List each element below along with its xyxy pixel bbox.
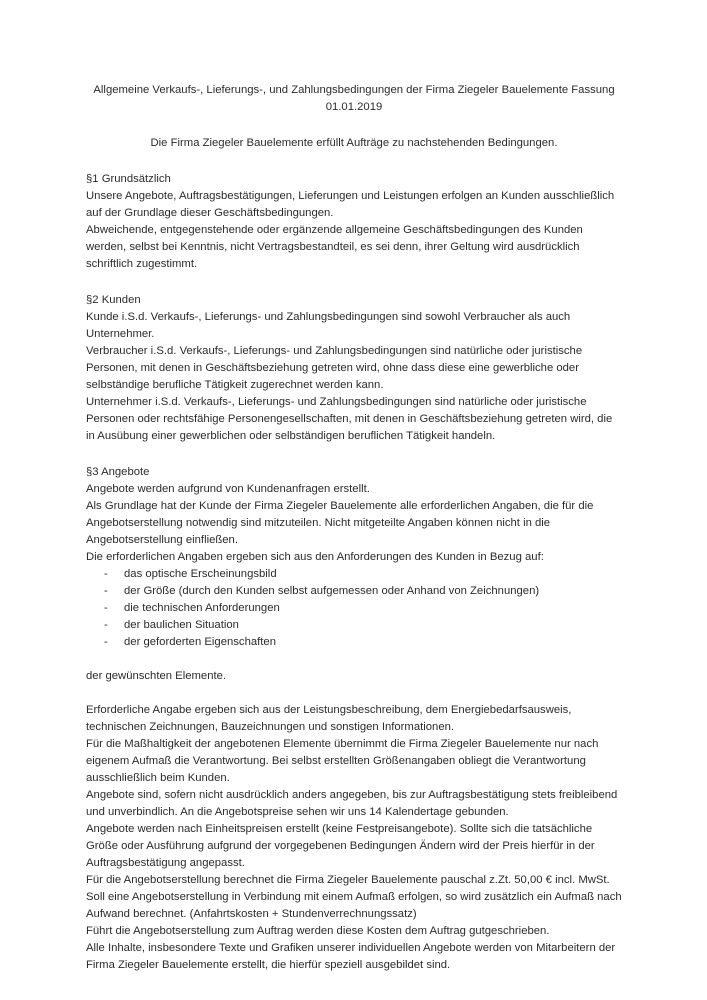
closing-paragraph: Alle Inhalte, insbesondere Texte und Grafiken unserer individuellen Angebote werden von Mitarbeitern der Firma Ziegeler Bauelemente erstellt, die hierfür speziell ausgebildet sind. <box>86 942 616 971</box>
dash-bullet-icon: - <box>104 602 108 614</box>
section-3-heading: §3 Angebote <box>86 466 150 478</box>
section-3-trailing-paragraph-4: Angebote werden nach Einheitspreisen erstellt (keine Festpreisangebote). Sollte sich die tatsächliche Größe oder Ausführung aufgrund der vorgegebenen Bedingungen Ändern wird der Preis hierfür in der Auftragsbestätigung angepasst. <box>86 823 595 869</box>
requirements-list <box>86 566 622 651</box>
section-3-trailing-paragraph-1: Erforderliche Angabe ergeben sich aus der Leistungsbeschreibung, dem Energiebedarfsausweis, technischen Zeichnungen, Bauzeichnungen und sonstigen Informationen. <box>86 704 572 733</box>
section-2-paragraph-2: Verbraucher i.S.d. Verkaufs-, Lieferungs- und Zahlungsbedingungen sind natürliche oder juristische Personen, mit denen in Geschäftsbeziehung getreten wird, ohne dass diese eine gewerbliche oder selbständige berufliche Tätigkeit zugerechnet werden kann. <box>86 345 583 391</box>
list-item <box>86 634 622 651</box>
document-subtitle: Die Firma Ziegeler Bauelemente erfüllt Aufträge zu nachstehenden Bedingungen. <box>150 137 558 149</box>
section-2-paragraph-3: Unternehmer i.S.d. Verkaufs-, Lieferungs- und Zahlungsbedingungen sind natürliche oder juristische Personen oder rechtsfähige Personengesellschaften, mit denen in Geschäftsbeziehung getreten wird, die in Ausübung einer gewerblichen oder selbständigen beruflichen Tätigkeit handeln. <box>86 396 613 442</box>
section-1 <box>86 171 622 273</box>
list-item <box>86 583 622 600</box>
fee-paragraph-line-1: Für die Angebotserstellung berechnet die Firma Ziegeler Bauelemente pauschal z.Zt. 50,00 € incl. MwSt. <box>86 874 610 886</box>
section-1-paragraph-1: Unsere Angebote, Auftragsbestätigungen, Lieferungen und Leistungen erfolgen an Kunden ausschließlich auf der Grundlage dieser Geschäftsbedingungen. <box>86 190 615 219</box>
section-3-paragraph-1: Angebote werden aufgrund von Kundenanfragen erstellt. <box>86 483 370 495</box>
document-title <box>86 82 622 116</box>
list-item-label: der baulichen Situation <box>124 619 239 631</box>
list-item-label: der Größe (durch den Kunden selbst aufgemessen oder Anhand von Zeichnungen) <box>124 585 540 597</box>
list-item <box>86 600 622 617</box>
section-3-paragraph-2: Als Grundlage hat der Kunde der Firma Ziegeler Bauelemente alle erforderlichen Angaben, die für die Angebotserstellung notwendig sind mitzuteilen. Nicht mitgeteilte Angaben können nicht in die Angebotserstellung einfließen. <box>86 500 594 546</box>
after-list-text: der gewünschten Elemente. <box>86 670 227 682</box>
fee-paragraph-line-2: Soll eine Angebotserstellung in Verbindung mit einem Aufmaß erfolgen, so wird zusätzlich ein Aufmaß nach Aufwand berechnet. (Anfahrtskosten + Stundenverrechnungssatz) <box>86 891 622 920</box>
list-item-label: das optische Erscheinungsbild <box>124 568 277 580</box>
section-3-trailing-paragraph-2: Für die Maßhaltigkeit der angebotenen Elemente übernimmt die Firma Ziegeler Bauelemente nur nach eigenem Aufmaß die Verantwortung. Bei selbst erstellten Größenangaben obliegt die Verantwortung ausschließlich beim Kunden. <box>86 738 599 784</box>
section-3 <box>86 464 622 974</box>
document-title-line-1: Allgemeine Verkaufs-, Lieferungs-, und Zahlungsbedingungen der Firma Ziegeler Bauelemente Fassung <box>93 84 615 96</box>
section-1-heading: §1 Grundsätzlich <box>86 173 171 185</box>
section-2-paragraph-1: Kunde i.S.d. Verkaufs-, Lieferungs- und Zahlungsbedingungen sind sowohl Verbraucher als auch Unternehmer. <box>86 311 571 340</box>
list-item-label: die technischen Anforderungen <box>124 602 280 614</box>
dash-bullet-icon: - <box>104 568 108 580</box>
section-2-heading: §2 Kunden <box>86 294 141 306</box>
document-body <box>86 82 622 974</box>
section-1-paragraph-2: Abweichende, entgegenstehende oder ergänzende allgemeine Geschäftsbedingungen des Kunden werden, selbst bei Kenntnis, nicht Vertragsbestandteil, es sei denn, ihrer Geltung wird ausdrücklich schriftlich zugestimmt. <box>86 224 583 270</box>
dash-bullet-icon: - <box>104 636 108 648</box>
list-item <box>86 617 622 634</box>
section-3-trailing-paragraph-3: Angebote sind, sofern nicht ausdrücklich anders angegeben, bis zur Auftragsbestätigung stets freibleibend und unverbindlich. An die Angebotspreise sehen wir uns 14 Kalendertage gebunden. <box>86 789 618 818</box>
list-item-label: der geforderten Eigenschaften <box>124 636 276 648</box>
dash-bullet-icon: - <box>104 585 108 597</box>
section-2 <box>86 292 622 445</box>
dash-bullet-icon: - <box>104 619 108 631</box>
document-title-line-2: 01.01.2019 <box>325 101 383 113</box>
list-item <box>86 566 622 583</box>
fee-paragraph-line-3: Führt die Angebotserstellung zum Auftrag werden diese Kosten dem Auftrag gutgeschrieben. <box>86 925 550 937</box>
section-3-paragraph-3: Die erforderlichen Angaben ergeben sich aus den Anforderungen des Kunden in Bezug auf: <box>86 551 544 563</box>
